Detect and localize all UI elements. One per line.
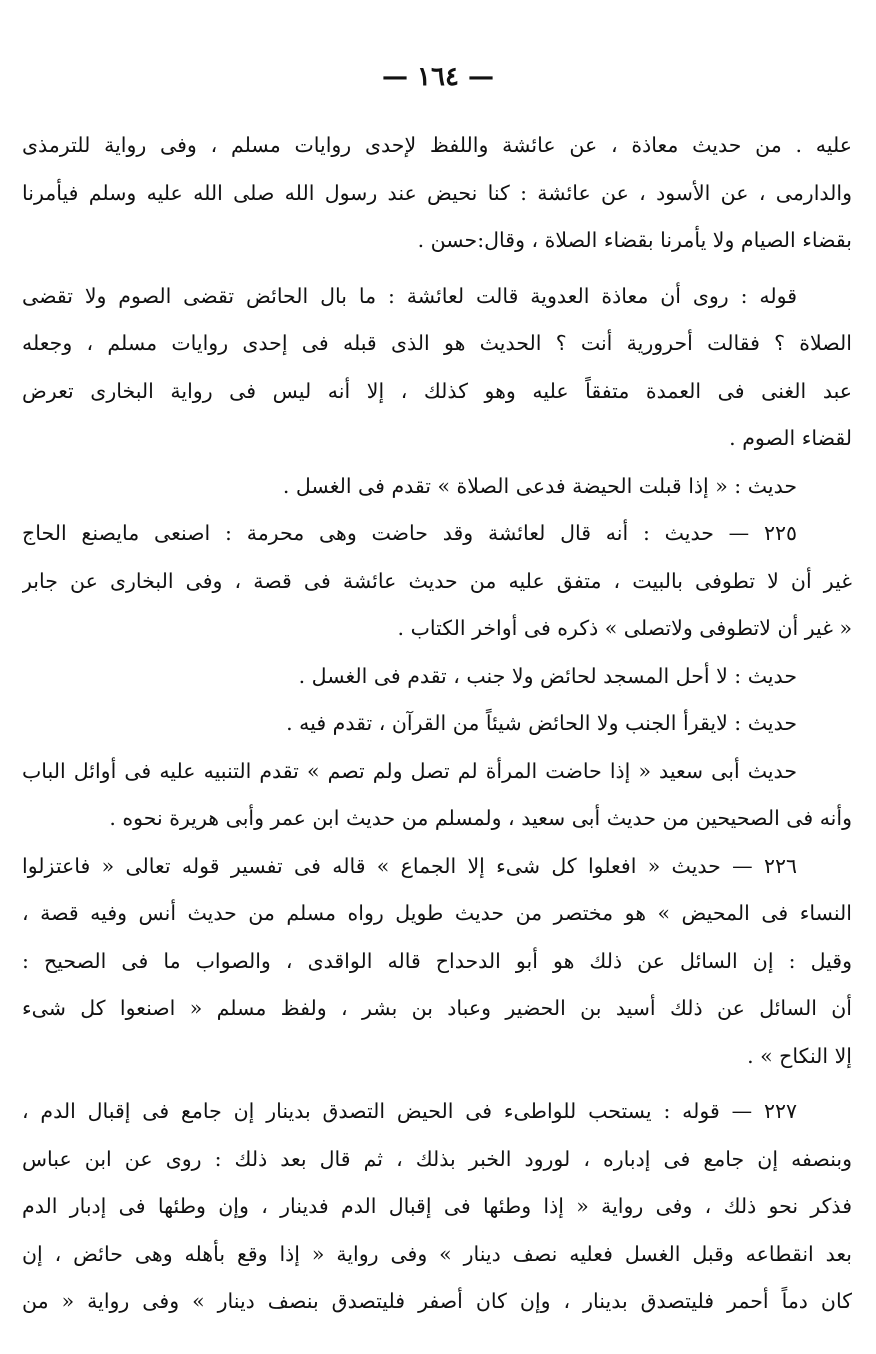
paragraph xyxy=(22,653,852,701)
text-line: وأنه فى الصحيحين من حديث أبى سعيد ، ولمسلم من حديث ابن عمر وأبى هريرة نحوه . xyxy=(109,806,852,830)
page-number: — ١٦٤ — xyxy=(381,62,495,92)
paragraph xyxy=(22,273,852,463)
page-body xyxy=(22,122,852,1326)
numbered-paragraph-226 xyxy=(22,843,852,1081)
numbered-paragraph-225 xyxy=(22,510,852,653)
numbered-paragraph-227 xyxy=(22,1088,852,1326)
text-line: أن السائل عن ذلك أسيد بن الحضير وعباد بن بشر ، ولفظ مسلم « اصنعوا كل شىء xyxy=(22,996,852,1020)
text-line: وقيل : إن السائل عن ذلك هو أبو الدحداح قاله الواقدى ، والصواب ما فى الصحيح : xyxy=(22,948,852,973)
text-line: والدارمى ، عن الأسود ، عن عائشة : كنا نحيض عند رسول الله صلى الله عليه وسلم فيأمرنا xyxy=(22,180,852,205)
text-line: الصلاة ؟ فقالت أحرورية أنت ؟ الحديث هو الذى قبله فى إحدى روايات مسلم ، وجعله xyxy=(22,331,852,355)
paragraph xyxy=(22,122,852,265)
text-line: لقضاء الصوم . xyxy=(729,426,852,450)
text-line: وبنصفه إن جامع فى إدباره ، لورود الخبر بذلك ، ثم قال بعد ذلك : روى عن ابن عباس xyxy=(22,1146,852,1171)
text-line: ٢٢٧ — قوله : يستحب للواطىء فى الحيض التصدق بدينار إن جامع فى إقبال الدم ، xyxy=(22,1099,797,1123)
text-line: كان دماً أحمر فليتصدق بدينار ، وإن كان أصفر فليتصدق بنصف دينار » وفى رواية « من xyxy=(22,1289,852,1313)
text-line: ٢٢٥ — حديث : أنه قال لعائشة وقد حاضت وهى محرمة : اصنعى مايصنع الحاج xyxy=(22,521,797,545)
text-line: حديث أبى سعيد « إذا حاضت المرأة لم تصل ولم تصم » تقدم التنبيه عليه فى أوائل الباب xyxy=(22,758,797,783)
text-line: حديث : لا أحل المسجد لحائض ولا جنب ، تقدم فى الغسل . xyxy=(298,663,797,688)
text-line: عبد الغنى فى العمدة متفقاً عليه وهو كذلك ، إلا أنه ليس فى رواية البخارى تعرض xyxy=(22,378,852,403)
text-line: إلا النكاح » . xyxy=(747,1043,852,1068)
text-line: النساء فى المحيض » هو مختصر من حديث طويل رواه مسلم من حديث أنس وفيه قصة ، xyxy=(22,901,852,925)
text-line: بقضاء الصيام ولا يأمرنا بقضاء الصلاة ، وقال:حسن . xyxy=(417,228,852,252)
paragraph xyxy=(22,700,852,748)
text-line: عليه . من حديث معاذة ، عن عائشة واللفظ لإحدى روايات مسلم ، وفى رواية للترمذى xyxy=(22,133,852,157)
text-line: حديث : « إذا قبلت الحيضة فدعى الصلاة » تقدم فى الغسل . xyxy=(282,473,797,498)
text-line: حديث : لايقرأ الجنب ولا الحائض شيئاً من القرآن ، تقدم فيه . xyxy=(286,711,797,735)
paragraph xyxy=(22,748,852,843)
text-line: قوله : روى أن معاذة العدوية قالت لعائشة : ما بال الحائض تقضى الصوم ولا تقضى xyxy=(22,283,797,308)
text-line: فذكر نحو ذلك ، وفى رواية « إذا وطئها فى إقبال الدم فدينار ، وإن وطئها فى إدبار الدم xyxy=(22,1194,852,1218)
text-line: غير أن لا تطوفى بالبيت ، متفق عليه من حديث عائشة فى قصة ، وفى البخارى عن جابر xyxy=(22,568,852,593)
text-line: ٢٢٦ — حديث « افعلوا كل شىء إلا الجماع » قاله فى تفسير قوله تعالى « فاعتزلوا xyxy=(22,853,797,878)
paragraph xyxy=(22,463,852,511)
text-line: بعد انقطاعه وقبل الغسل فعليه نصف دينار » وفى رواية « إذا وقع بأهله وهى حائض ، إن xyxy=(22,1241,852,1266)
text-line: « غير أن لاتطوفى ولاتصلى » ذكره فى أواخر الكتاب . xyxy=(397,616,852,640)
